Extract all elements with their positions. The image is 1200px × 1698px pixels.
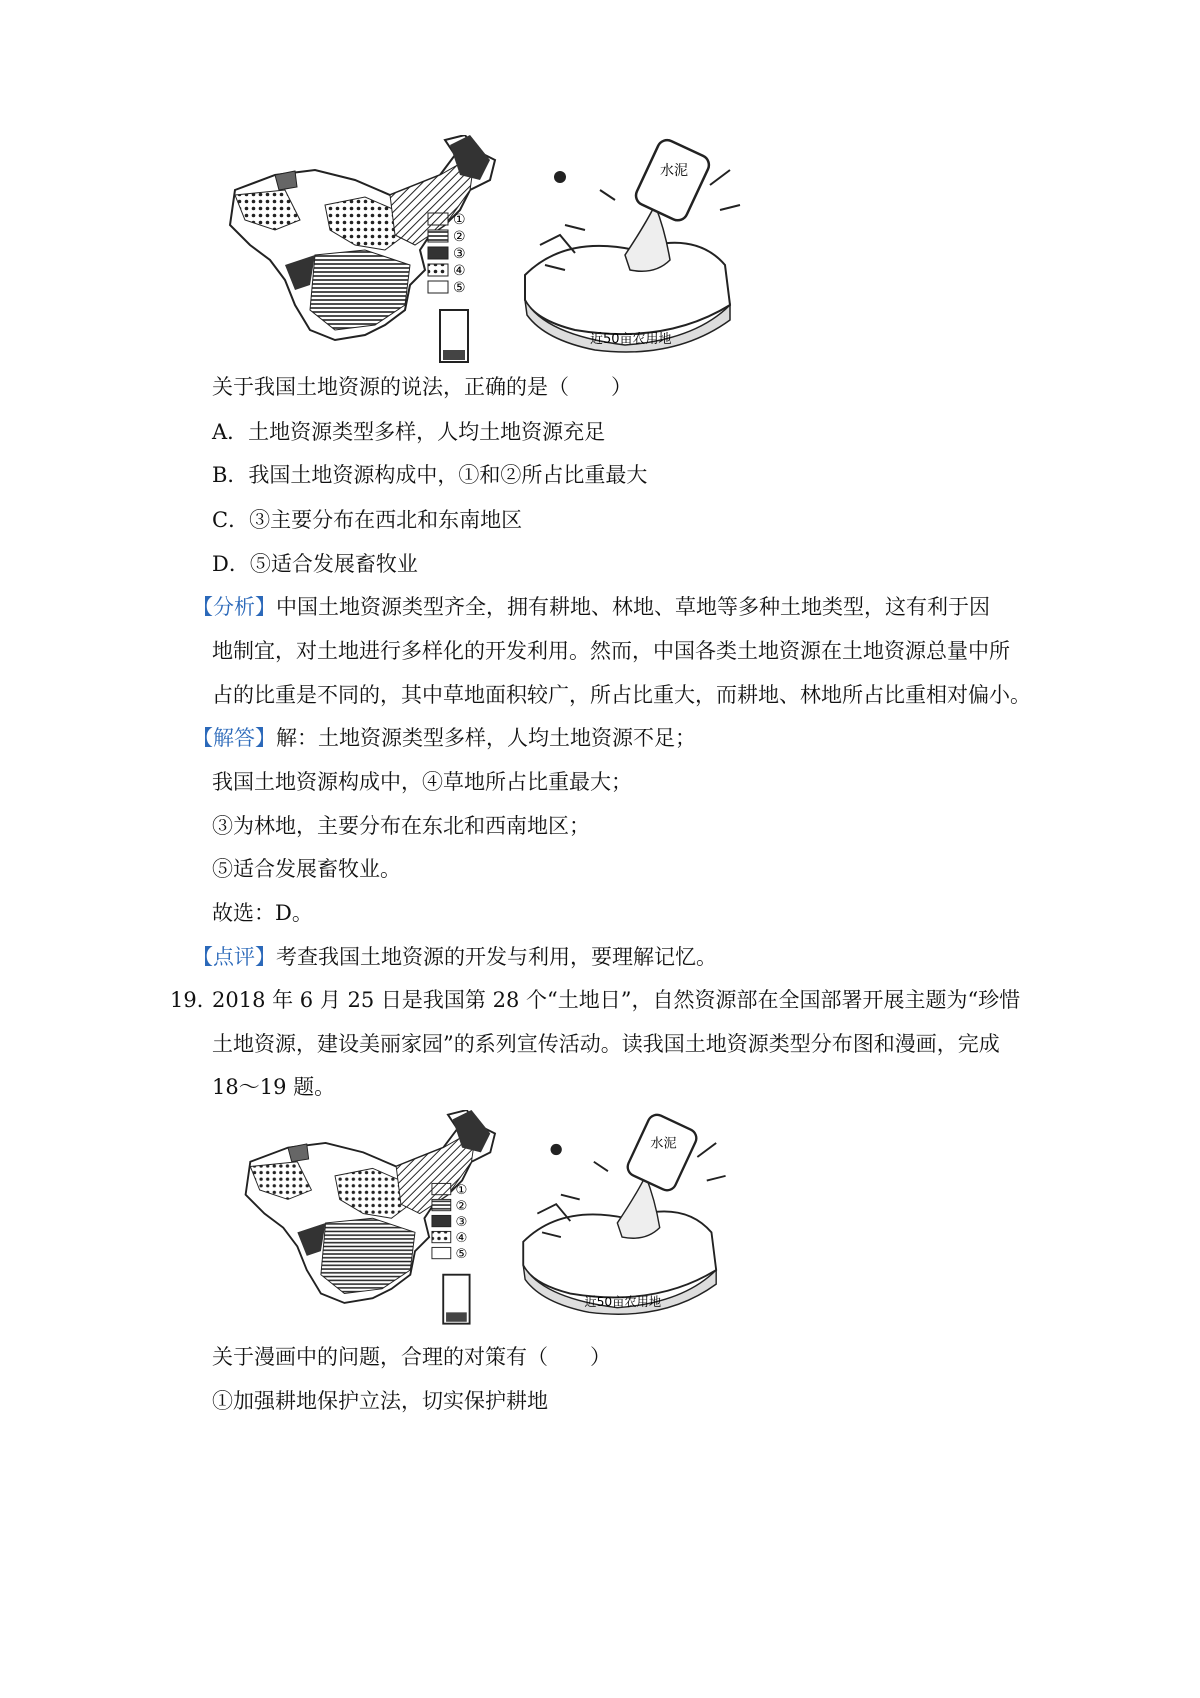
map-legend [432,1183,467,1262]
comment-text: 考查我国土地资源的开发与利用，要理解记忆。 [276,945,717,969]
intro-line: 土地资源，建设美丽家园”的系列宣传活动。读我国土地资源类型分布图和漫画，完成 [212,1032,1000,1056]
answer-line: ③为林地，主要分布在东北和西南地区； [212,814,590,838]
analysis-text: 中国土地资源类型齐全，拥有耕地、林地、草地等多种土地类型，这有利于因 [276,595,990,619]
map-legend [428,212,466,296]
comment-line [192,942,717,972]
analysis-tag: 【分析】 [192,595,276,619]
legend-item: ③ [455,1214,468,1230]
analysis-line: 地制宜，对土地进行多样化的开发利用。然而，中国各类土地资源在土地资源总量中所 [212,639,1010,663]
land-label: 近50亩农用地 [584,1294,662,1309]
legend-item: ⑤ [455,1246,468,1262]
legend-item: ④ [453,263,466,279]
statement-item: ①加强耕地保护立法，切实保护耕地 [212,1389,548,1413]
land-label: 近50亩农用地 [590,332,672,347]
intro-line: 2018 年 6 月 25 日是我国第 28 个“土地日”，自然资源部在全国部署开展主题为“珍惜 [212,988,1021,1012]
bucket-label: 水泥 [660,163,688,179]
answer-tag: 【解答】 [192,726,276,750]
option-d: D．⑤适合发展畜牧业 [212,552,418,576]
answer-text: 解：土地资源类型多样，人均土地资源不足； [276,726,696,750]
question-stem: 关于我国土地资源的说法，正确的是（ ） [212,375,632,399]
answer-line [192,723,696,753]
question-number: 19． [170,988,218,1012]
option-b: B．我国土地资源构成中，①和②所占比重最大 [212,463,648,487]
answer-line: ⑤适合发展畜牧业。 [212,857,401,881]
analysis-line: 占的比重是不同的，其中草地面积较广，所占比重大，而耕地、林地所占比重相对偏小。 [212,683,1031,707]
legend-item: ① [455,1182,468,1198]
bucket-label: 水泥 [650,1136,677,1152]
option-a: A．土地资源类型多样，人均土地资源充足 [212,420,606,444]
figure-2 [215,1110,775,1350]
cartoon-cement-farmland [525,137,740,352]
intro-line: 18～19 题。 [212,1075,336,1099]
legend-item: ① [453,212,466,228]
answer-line: 故选：D。 [212,901,313,925]
cartoon-cement-farmland [523,1112,725,1314]
legend-item: ④ [455,1230,468,1246]
legend-item: ② [453,229,466,245]
analysis-line [192,592,990,622]
comment-tag: 【点评】 [192,945,276,969]
question-stem: 关于漫画中的问题，合理的对策有（ ） [212,1345,611,1369]
answer-line: 我国土地资源构成中，④草地所占比重最大； [212,770,632,794]
legend-item: ⑤ [453,280,466,296]
figure-1 [215,135,775,390]
legend-item: ② [455,1198,468,1214]
legend-item: ③ [453,246,466,262]
option-c: C．③主要分布在西北和东南地区 [212,508,523,532]
